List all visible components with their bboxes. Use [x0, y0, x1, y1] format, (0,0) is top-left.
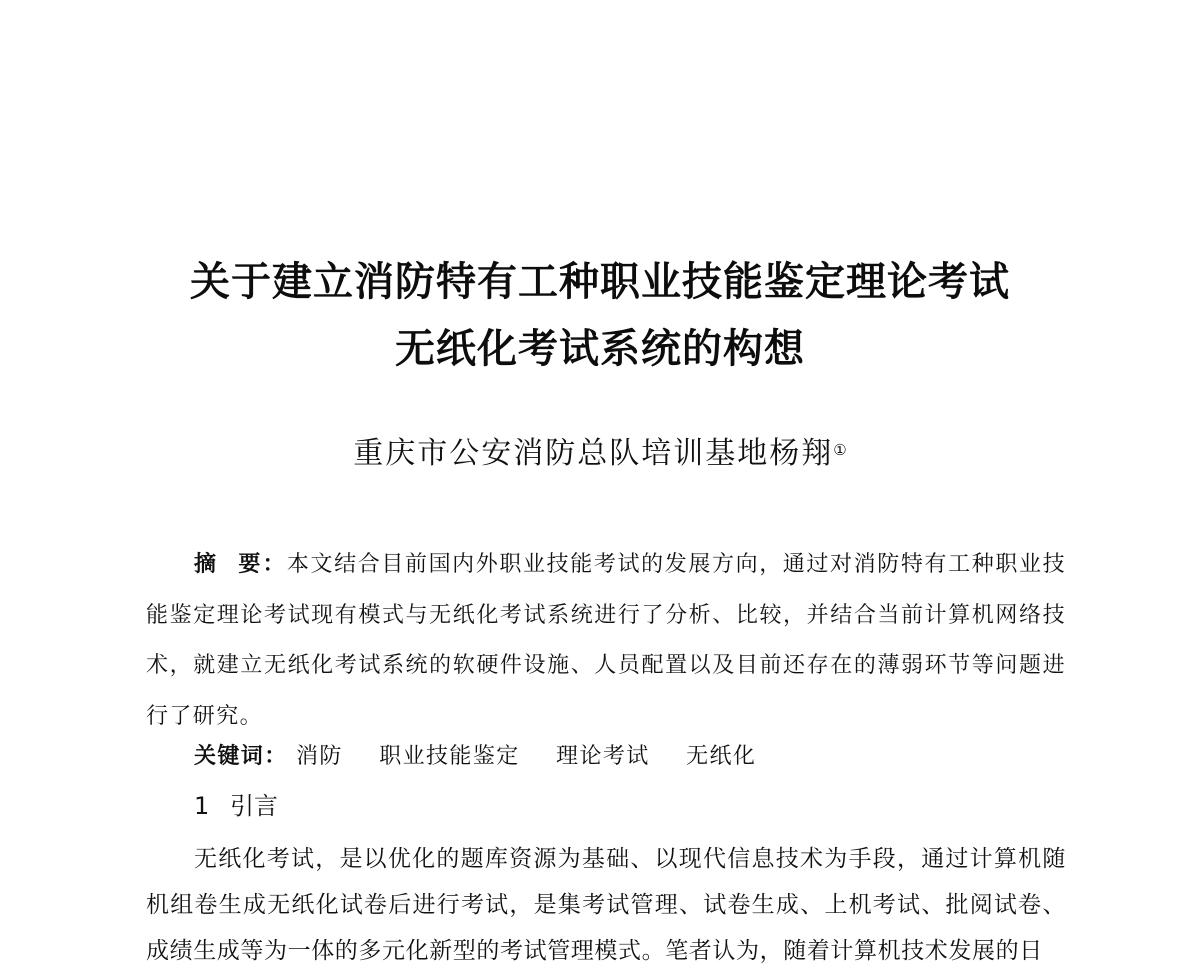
paper-title-line-2: 无纸化考试系统的构想: [395, 326, 805, 372]
paper-title-line-1: 关于建立消防特有工种职业技能鉴定理论考试: [190, 259, 1010, 305]
abstract-label-part1: 摘: [194, 552, 219, 577]
keyword-item: 职业技能鉴定: [379, 744, 520, 769]
keywords-label: 关键词：: [194, 744, 288, 769]
keyword-item: 消防: [296, 744, 343, 769]
section-title: 引言: [230, 792, 278, 820]
author-affiliation: [0, 434, 1200, 474]
keywords: [194, 737, 1074, 777]
intro-paragraph: 无纸化考试，是以优化的题库资源为基础、以现代信息技术为手段，通过计算机随机组卷生成无纸化试卷后进行考试，是集考试管理、试卷生成、上机考试、批阅试卷、成绩生成等为一体的多元化新型的考试管理模式。笔者认为，随着计算机技术发展的日: [146, 846, 1066, 964]
author-text: 重庆市公安消防总队培训基地杨翔: [353, 436, 834, 471]
section-number: 1: [194, 792, 210, 820]
abstract-label: [194, 552, 287, 577]
keyword-item: 无纸化: [686, 744, 757, 769]
footnote-mark: ①: [833, 441, 847, 459]
abstract: [146, 540, 1066, 742]
section-heading-intro: [194, 786, 278, 826]
keyword-item: 理论考试: [556, 744, 650, 769]
abstract-text: 本文结合目前国内外职业技能考试的发展方向，通过对消防特有工种职业技能鉴定理论考试现有模式与无纸化考试系统进行了分析、比较，并结合当前计算机网络技术，就建立无纸化考试系统的软硬件设施、人员配置以及目前还存在的薄弱环节等问题进行了研究。: [146, 552, 1066, 729]
abstract-label-part2: 要：: [238, 552, 287, 577]
